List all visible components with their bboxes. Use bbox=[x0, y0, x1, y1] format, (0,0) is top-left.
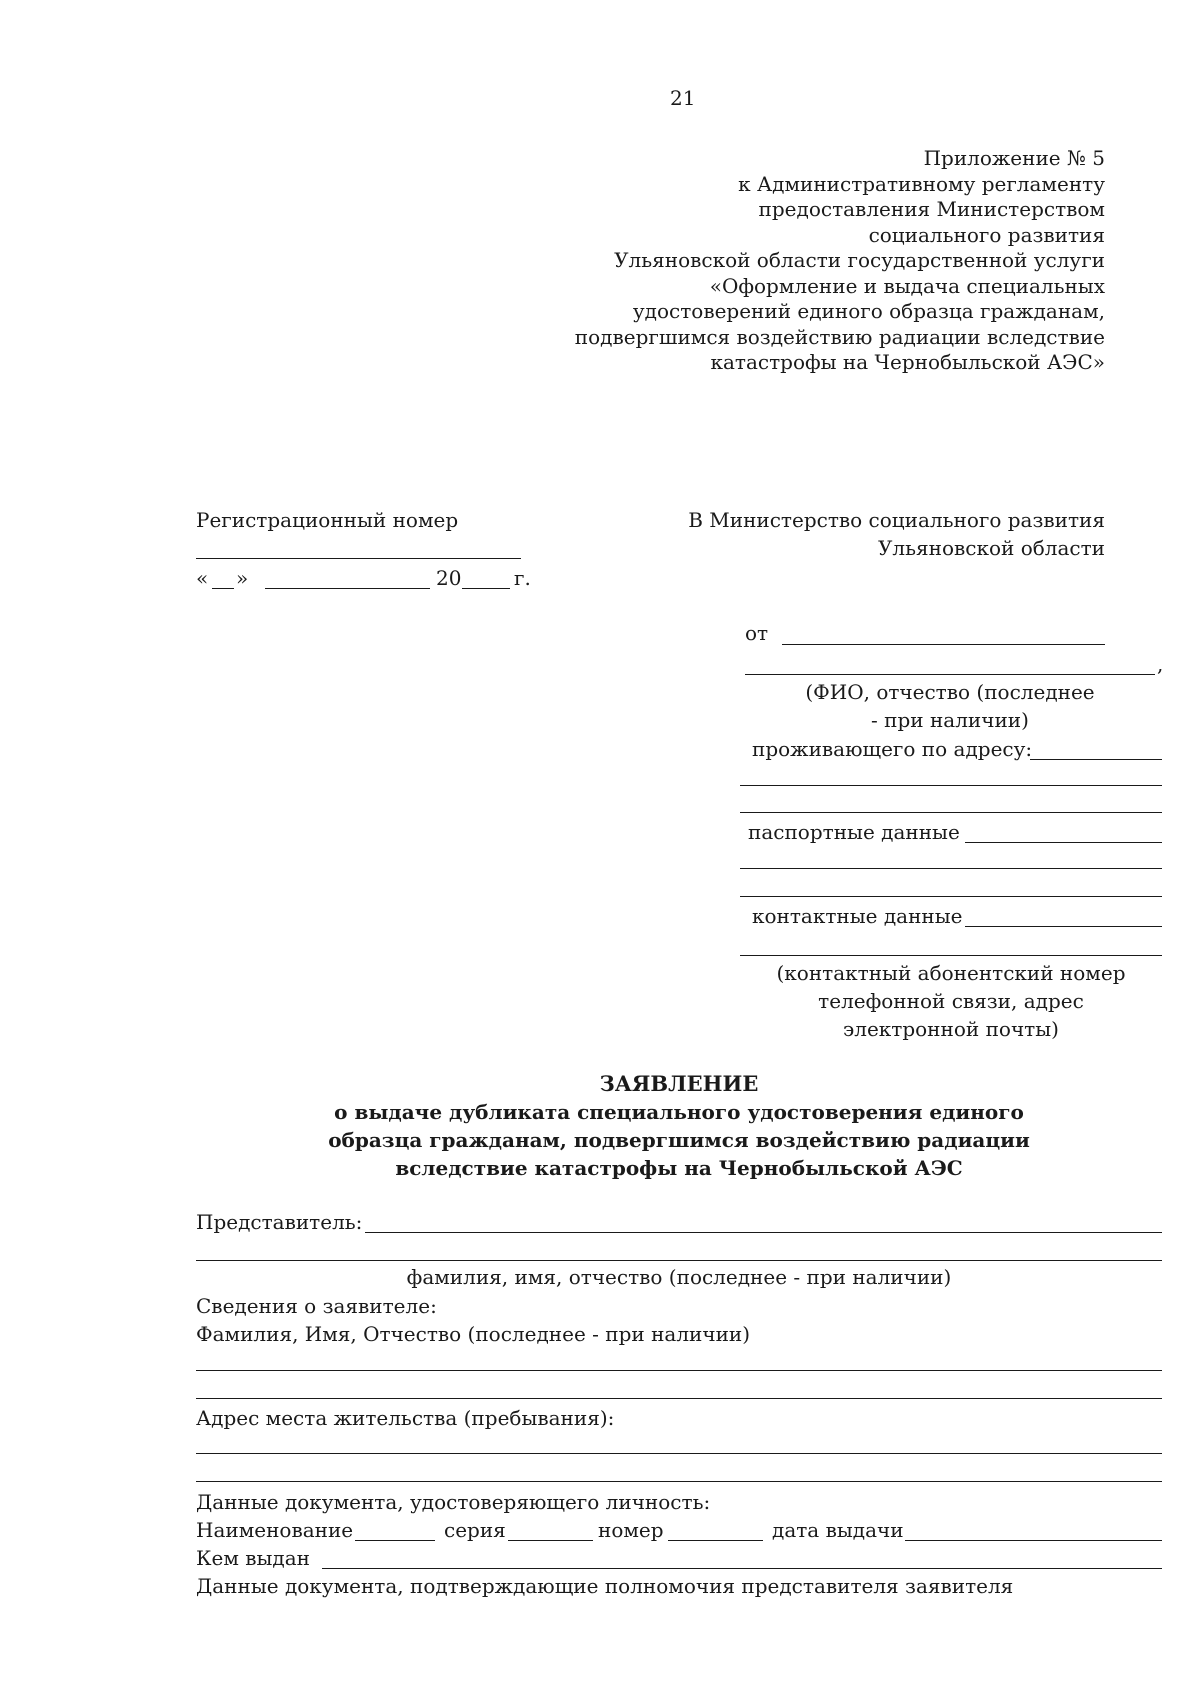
date-close-quote: » bbox=[236, 566, 249, 590]
passport-field-2[interactable] bbox=[740, 868, 1162, 869]
doc-series-field[interactable] bbox=[508, 1540, 593, 1541]
issued-by-label: Кем выдан bbox=[196, 1546, 310, 1570]
page-number: 21 bbox=[670, 86, 696, 110]
from-label: от bbox=[745, 621, 769, 645]
representative-field-2[interactable] bbox=[196, 1260, 1162, 1261]
doc-number-label: номер bbox=[598, 1518, 664, 1542]
annex-line: «Оформление и выдача специальных bbox=[709, 273, 1105, 298]
representative-label: Представитель: bbox=[196, 1210, 363, 1234]
document-subtitle-1: о выдаче дубликата специального удостоверения единого bbox=[334, 1100, 1024, 1124]
contacts-label: контактные данные bbox=[752, 904, 963, 928]
document-subtitle-2: образца гражданам, подвергшимся воздействию радиации bbox=[328, 1128, 1030, 1152]
representative-field[interactable] bbox=[365, 1232, 1162, 1233]
date-open-quote: « bbox=[196, 566, 209, 590]
passport-label: паспортные данные bbox=[748, 820, 960, 844]
authority-document-label: Данные документа, подтверждающие полномочия представителя заявителя bbox=[196, 1574, 1014, 1598]
annex-line: предоставления Министерством bbox=[758, 197, 1105, 221]
applicant-info-label: Сведения о заявителе: bbox=[196, 1294, 437, 1318]
fio-note-1: (ФИО, отчество (последнее bbox=[805, 680, 1095, 704]
passport-field-3[interactable] bbox=[740, 896, 1162, 897]
annex-block bbox=[575, 146, 1105, 376]
passport-field[interactable] bbox=[965, 842, 1162, 843]
annex-line: к Административному регламенту bbox=[738, 171, 1105, 196]
document-title: ЗАЯВЛЕНИЕ bbox=[599, 1071, 759, 1096]
from-comma: , bbox=[1157, 652, 1164, 676]
annex-line: катастрофы на Чернобыльской АЭС» bbox=[710, 350, 1105, 374]
issued-by-field[interactable] bbox=[322, 1568, 1162, 1569]
registration-number-field[interactable] bbox=[196, 558, 521, 559]
from-field-2[interactable] bbox=[745, 674, 1155, 675]
doc-series-label: серия bbox=[444, 1518, 506, 1542]
residence-field-2[interactable] bbox=[196, 1481, 1162, 1482]
applicant-fio-label: Фамилия, Имя, Отчество (последнее - при наличии) bbox=[196, 1322, 751, 1346]
document-subtitle-3: вследствие катастрофы на Чернобыльской АЭС bbox=[395, 1156, 963, 1180]
annex-line: Ульяновской области государственной услуги bbox=[614, 248, 1105, 272]
date-year-field[interactable] bbox=[462, 588, 510, 589]
annex-line: социального развития bbox=[868, 222, 1105, 247]
representative-note: фамилия, имя, отчество (последнее - при наличии) bbox=[406, 1265, 952, 1289]
id-document-label: Данные документа, удостоверяющего личность: bbox=[196, 1490, 711, 1514]
address-field-3[interactable] bbox=[740, 812, 1162, 813]
doc-issue-date-label: дата выдачи bbox=[772, 1518, 904, 1542]
contacts-field-2[interactable] bbox=[740, 955, 1162, 956]
residence-label: Адрес места жительства (пребывания): bbox=[196, 1406, 615, 1430]
address-field-2[interactable] bbox=[740, 785, 1162, 786]
registration-label: Регистрационный номер bbox=[196, 508, 459, 532]
contacts-note-1: (контактный абонентский номер bbox=[776, 961, 1126, 985]
doc-name-field[interactable] bbox=[355, 1540, 435, 1541]
contacts-note-2: телефонной связи, адрес bbox=[818, 989, 1084, 1013]
year-suffix: г. bbox=[514, 566, 531, 590]
doc-number-field[interactable] bbox=[668, 1540, 763, 1541]
addressee-line-1: В Министерство социального развития bbox=[688, 508, 1105, 532]
annex-line: подвергшимся воздействию радиации вследствие bbox=[574, 324, 1105, 349]
year-prefix: 20 bbox=[436, 566, 462, 590]
residence-field[interactable] bbox=[196, 1453, 1162, 1454]
annex-line: Приложение № 5 bbox=[923, 146, 1105, 170]
doc-issue-date-field[interactable] bbox=[905, 1540, 1162, 1541]
annex-line: удостоверений единого образца гражданам, bbox=[632, 299, 1105, 323]
doc-name-label: Наименование bbox=[196, 1518, 354, 1542]
address-label: проживающего по адресу: bbox=[752, 737, 1033, 761]
contacts-note-3: электронной почты) bbox=[843, 1017, 1059, 1041]
from-field[interactable] bbox=[782, 644, 1105, 645]
date-month-field[interactable] bbox=[265, 588, 430, 589]
applicant-fio-field[interactable] bbox=[196, 1370, 1162, 1371]
addressee-line-2: Ульяновской области bbox=[877, 536, 1105, 560]
address-field[interactable] bbox=[1030, 759, 1162, 760]
applicant-fio-field-2[interactable] bbox=[196, 1398, 1162, 1399]
fio-note-2: - при наличии) bbox=[871, 708, 1029, 732]
contacts-field[interactable] bbox=[965, 926, 1162, 927]
date-day-field[interactable] bbox=[212, 588, 234, 589]
